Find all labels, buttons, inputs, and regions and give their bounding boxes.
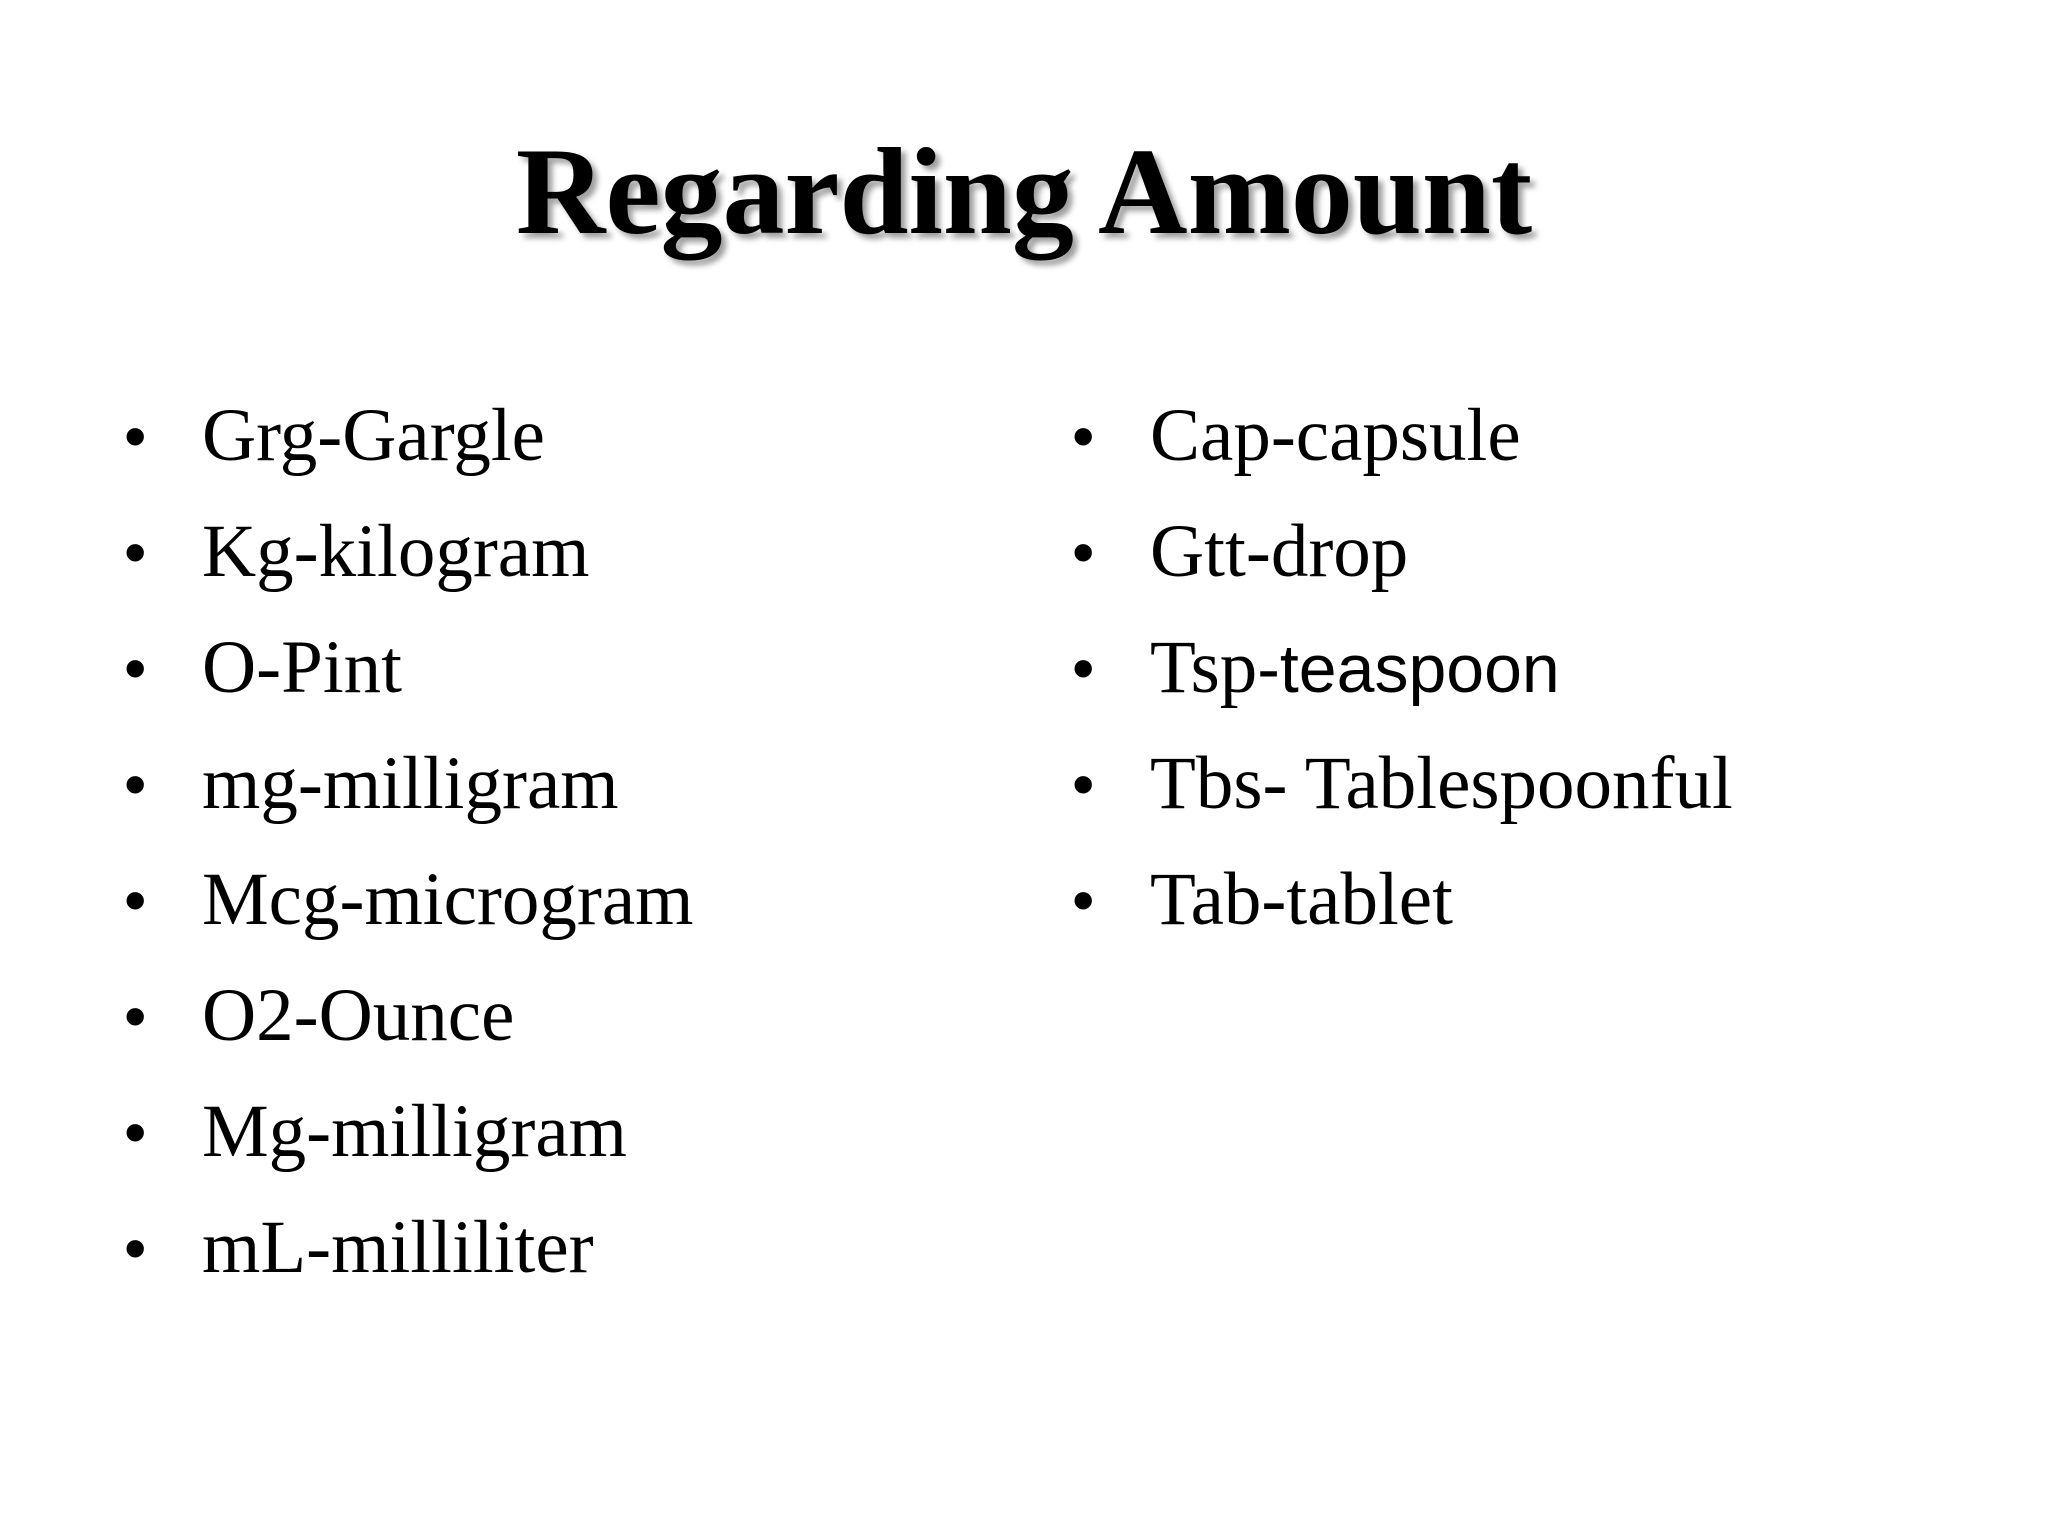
- bullet-icon: •: [1072, 748, 1095, 820]
- bullet-icon: •: [124, 1096, 147, 1168]
- slide-title: Regarding Amount: [515, 123, 1533, 260]
- item-text: mL-milliliter: [202, 1206, 594, 1289]
- bullet-icon: •: [1072, 864, 1095, 936]
- list-item: [124, 494, 694, 610]
- list-item: [1072, 726, 1733, 842]
- list-item: [124, 958, 694, 1074]
- item-text: mg-milligram: [202, 742, 619, 825]
- bullet-icon: •: [124, 1212, 147, 1284]
- item-text-abbrev: Tsp: [1150, 626, 1258, 709]
- bullet-icon: •: [124, 980, 147, 1052]
- bullet-icon: •: [124, 400, 147, 472]
- item-text: O2-Ounce: [202, 974, 515, 1057]
- list-item: [124, 1074, 694, 1190]
- item-text: Cap-capsule: [1150, 394, 1521, 477]
- list-item: [124, 610, 694, 726]
- item-text: Tbs- Tablespoonful: [1150, 742, 1733, 825]
- bullet-icon: •: [1072, 400, 1095, 472]
- bullet-icon: •: [1072, 516, 1095, 588]
- bullet-icon: •: [124, 632, 147, 704]
- list-item: [124, 726, 694, 842]
- item-text: Gtt-drop: [1150, 510, 1409, 593]
- bullet-icon: •: [1072, 632, 1095, 704]
- bullet-icon: •: [124, 864, 147, 936]
- list-item: [1072, 378, 1733, 494]
- item-text: Mcg-microgram: [202, 858, 694, 941]
- bullet-list-left: [124, 378, 694, 1306]
- item-text-meaning: -teaspoon: [1257, 631, 1560, 707]
- list-item: [124, 842, 694, 958]
- list-item: [124, 1190, 694, 1306]
- list-item: [1072, 610, 1733, 726]
- item-text: Kg-kilogram: [202, 510, 590, 593]
- list-item: [124, 378, 694, 494]
- bullet-list-right: [1072, 378, 1733, 958]
- bullet-icon: •: [124, 748, 147, 820]
- list-item: [1072, 842, 1733, 958]
- bullet-icon: •: [124, 516, 147, 588]
- item-text: Grg-Gargle: [202, 394, 545, 477]
- list-item: [1072, 494, 1733, 610]
- item-text: Tab-tablet: [1150, 858, 1453, 941]
- item-text: Mg-milligram: [202, 1090, 627, 1173]
- item-text: O-Pint: [202, 626, 403, 709]
